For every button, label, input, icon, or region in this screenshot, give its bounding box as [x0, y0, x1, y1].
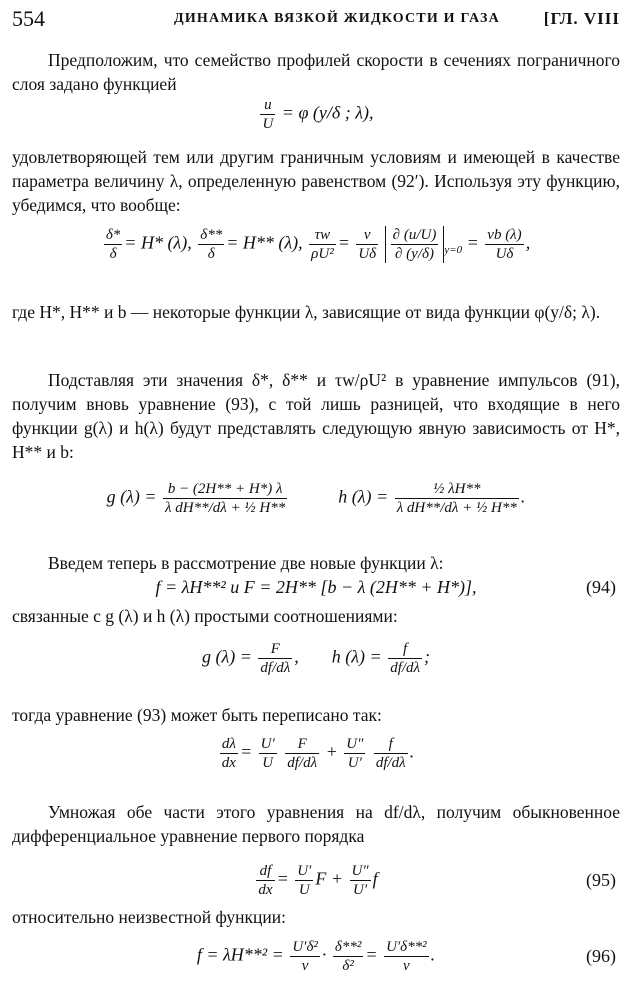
chapter-label: [ГЛ. VIII — [543, 9, 620, 28]
paragraph-7: тогда уравнение (93) может быть переписано так: — [12, 705, 382, 725]
equation-part: ; — [424, 646, 431, 667]
paragraph-5: Введем теперь в рассмотрение две новые функции λ: — [48, 553, 444, 573]
fraction-denominator: U — [262, 116, 274, 132]
paragraph-8: Умножая обе части этого уравнения на df/dλ, получим обыкновенное дифференциальное уравнение первого порядка — [12, 802, 620, 846]
fraction-numerator: u — [260, 96, 275, 115]
subscript: y=0 — [444, 244, 463, 257]
fraction-numerator: F — [258, 640, 292, 659]
equation-number-95: (95) — [586, 870, 616, 890]
fraction-denominator: U — [262, 755, 274, 771]
equation-part: h (λ) = — [331, 646, 382, 667]
equation-part: . — [430, 944, 436, 965]
fraction-numerator: νb (λ) — [487, 227, 522, 243]
equation-part: = — [365, 944, 378, 965]
equation-g-F — [12, 640, 620, 677]
fraction-denominator: δ — [207, 246, 215, 262]
equation-part: f — [372, 868, 378, 889]
equation-part: = — [337, 232, 350, 253]
fraction-numerator: dλ — [220, 735, 238, 754]
fraction-denominator: δ² — [342, 958, 354, 974]
fraction-denominator: λ dH**/dλ + ½ H** — [396, 500, 517, 516]
fraction-denominator: df/dλ — [260, 660, 291, 676]
fraction-denominator: Uδ — [358, 246, 377, 262]
equation-number-94: (94) — [586, 577, 616, 597]
equation-g-h — [12, 480, 620, 517]
fraction-denominator: dx — [258, 882, 273, 898]
page-header — [12, 6, 620, 32]
fraction-numerator: U′ — [297, 863, 312, 879]
fraction-numerator: δ* — [105, 227, 121, 243]
equation-rhs: = φ (y/δ ; λ), — [281, 102, 374, 123]
fraction-numerator: δ** — [200, 227, 223, 243]
equation-part: . — [409, 741, 415, 762]
fraction-numerator: df — [256, 862, 274, 881]
fraction-numerator: f — [388, 640, 422, 659]
fraction-denominator: Uδ — [495, 246, 514, 262]
fraction-numerator: F — [285, 735, 319, 754]
equation-profile — [12, 96, 620, 133]
fraction-numerator: τw — [309, 226, 336, 245]
fraction-denominator: df/dλ — [287, 755, 318, 771]
page-number: 554 — [12, 6, 45, 31]
fraction-numerator: ∂ (u/U) — [392, 227, 437, 243]
fraction-denominator: ν — [403, 958, 410, 974]
fraction-denominator: U′ — [352, 882, 368, 898]
fraction-numerator: f — [374, 735, 408, 754]
fraction-denominator: df/dλ — [375, 755, 406, 771]
fraction-denominator: ρU² — [311, 246, 334, 262]
fraction-numerator: U′ — [260, 736, 275, 752]
equation-95 — [12, 862, 620, 899]
paragraph-9: относительно неизвестной функции: — [12, 907, 286, 927]
fraction-numerator: b − (2H** + H*) λ — [163, 480, 287, 499]
equation-part: = — [276, 868, 289, 889]
equation-96 — [12, 938, 620, 975]
equation-93 — [12, 735, 620, 772]
equation-part: = H* (λ), — [124, 232, 192, 253]
equation-part: . — [520, 486, 526, 507]
equation-part: , — [294, 646, 299, 667]
equation-part: h (λ) = — [338, 486, 389, 507]
paragraph-2: удовлетворяющей тем или другим граничным условиям и имеющей в качестве параметра величину λ, определенную равенством (92′). Используя эту функцию, убедимся, что вообще: — [12, 147, 620, 215]
equation-number-96: (96) — [586, 946, 616, 966]
equation-94 — [12, 577, 620, 598]
equation-part: F + — [315, 868, 343, 889]
paragraph-1: Предположим, что семейство профилей скорости в сечениях пограничного слоя задано функцией — [12, 50, 620, 94]
fraction-denominator: U′ — [347, 755, 362, 771]
paragraph-4: Подставляя эти значения δ*, δ** и τw/ρU² в уравнение импульсов (91), получим вновь уравнение (93), с той лишь разницей, что входящие в него функции g(λ) и h(λ) будут представлять следующую явную зависимость от H*, H** и b: — [12, 370, 620, 462]
fraction-numerator: δ**² — [334, 939, 362, 955]
fraction-denominator: U — [298, 882, 310, 898]
fraction-numerator: U″ — [351, 863, 369, 879]
equation-part: = — [239, 741, 253, 762]
fraction-numerator: ½ λH** — [395, 480, 519, 499]
fraction-denominator: dx — [221, 755, 236, 771]
equation-part: = — [466, 232, 479, 253]
fraction-numerator: U′δ² — [292, 939, 318, 955]
equation-part: f = λH**² и F = 2H** [b − λ (2H** + H*)], — [155, 577, 477, 597]
fraction-denominator: δ — [109, 246, 117, 262]
fraction-denominator: df/dλ — [390, 660, 421, 676]
equation-part: = H** (λ), — [226, 232, 303, 253]
equation-part: , — [525, 232, 531, 253]
fraction-numerator: U″ — [346, 736, 364, 752]
fraction-denominator: ∂ (y/δ) — [395, 246, 434, 262]
equation-part: g (λ) = — [106, 486, 157, 507]
equation-part: · — [321, 944, 327, 965]
bracket-derivative — [385, 226, 445, 263]
fraction-numerator: ν — [356, 226, 378, 245]
fraction-numerator: U′δ**² — [386, 939, 427, 955]
paragraph-6: связанные с g (λ) и h (λ) простыми соотношениями: — [12, 606, 398, 626]
equation-part: f = λH**² = — [196, 944, 284, 965]
equation-part: g (λ) = — [201, 646, 252, 667]
equation-integral-parameters — [12, 226, 620, 263]
fraction-denominator: λ dH**/dλ + ½ H** — [165, 500, 286, 516]
paragraph-3: где H*, H** и b — некоторые функции λ, зависящие от вида функции φ(y/δ; λ). — [12, 302, 601, 322]
running-title: ДИНАМИКА ВЯЗКОЙ ЖИДКОСТИ И ГАЗА — [174, 11, 500, 26]
fraction-denominator: ν — [301, 958, 309, 974]
equation-part: + — [325, 741, 338, 762]
